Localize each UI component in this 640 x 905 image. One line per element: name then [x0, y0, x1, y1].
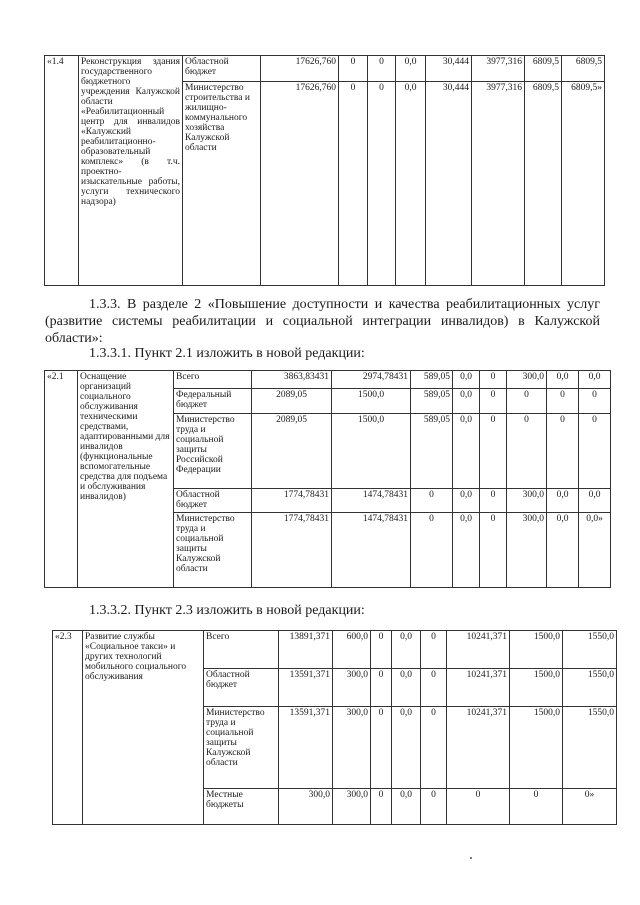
paragraph-1-3-3: 1.3.3. В разделе 2 «Повышение доступности и качества реабилитационных услуг (развитие системы реабилитации и социальной интеграции инвалидов) в Калужской области»: [45, 297, 600, 346]
value-cell: 1550,0 [563, 631, 617, 669]
value-cell: 1774,78431 [252, 489, 332, 513]
funding-source: Всего [174, 371, 252, 389]
value-cell: 13591,371 [279, 707, 333, 789]
value-cell: 300,0 [507, 371, 547, 389]
value-cell: 589,05 [411, 389, 453, 414]
value-cell: 300,0 [333, 707, 371, 789]
value-cell: 3863,83431 [252, 371, 332, 389]
item-name: Оснащение организаций социального обслуживания техническими средствами, адаптированными для инвалидов (функциональные вспомогательные средства для подъема и обслуживания инвалидов) [78, 371, 174, 588]
value-cell: 300,0 [507, 513, 547, 588]
value-cell: 6809,5» [562, 82, 605, 286]
funding-source: Министерство труда и социальной защиты Калужской области [174, 513, 252, 588]
value-cell: 1500,0 [510, 669, 563, 707]
funding-source: Министерство труда и социальной защиты Калужской области [204, 707, 279, 789]
value-cell: 0,0 [547, 489, 579, 513]
table-row [53, 631, 617, 669]
value-cell: 2089,05 [252, 414, 332, 489]
item-name: Развитие службы «Социальное такси» и других технологий мобильного социального обслуживания [83, 631, 204, 825]
value-cell: 300,0 [507, 489, 547, 513]
value-cell: 0 [547, 389, 579, 414]
value-cell: 300,0 [333, 789, 371, 825]
value-cell: 6809,5 [525, 82, 562, 286]
value-cell: 1500,0 [332, 414, 411, 489]
value-cell: 6809,5 [525, 56, 562, 82]
value-cell: 2974,78431 [332, 371, 411, 389]
value-cell: 0 [507, 414, 547, 489]
value-cell: 0,0 [453, 371, 480, 389]
value-cell: 0 [421, 669, 447, 707]
value-cell: 17626,760 [261, 56, 339, 82]
paragraph-1-3-3-1: 1.3.3.1. Пункт 2.1 изложить в новой редакции: [89, 346, 365, 361]
value-cell: 0 [480, 414, 507, 489]
value-cell: 0 [368, 82, 396, 286]
funding-source: Областной бюджет [204, 669, 279, 707]
value-cell: 0,0 [396, 82, 426, 286]
value-cell: 1474,78431 [332, 513, 411, 588]
value-cell: 3977,316 [472, 82, 525, 286]
value-cell: 3977,316 [472, 56, 525, 82]
item-number: «2.1 [45, 371, 78, 588]
value-cell: 589,05 [411, 371, 453, 389]
value-cell: 0 [411, 513, 453, 588]
value-cell: 0 [371, 789, 392, 825]
value-cell: 2089,05 [252, 389, 332, 414]
value-cell: 0 [371, 631, 392, 669]
value-cell: 0,0 [392, 789, 421, 825]
value-cell: 0,0 [396, 56, 426, 82]
value-cell: 30,444 [426, 56, 472, 82]
value-cell: 0 [510, 789, 563, 825]
value-cell: 0 [421, 789, 447, 825]
funding-source: Министерство труда и социальной защиты Российской Федерации [174, 414, 252, 489]
value-cell: 13891,371 [279, 631, 333, 669]
value-cell: 0,0» [579, 513, 611, 588]
table-item-1-4 [44, 55, 605, 286]
value-cell: 10241,371 [447, 707, 510, 789]
table-row [45, 371, 611, 389]
funding-source: Областной бюджет [183, 56, 261, 82]
funding-source: Министерство строительства и жилищно-коммунального хозяйства Калужской области [183, 82, 261, 286]
value-cell: 0,0 [392, 669, 421, 707]
item-number: «1.4 [45, 56, 79, 286]
value-cell: 0 [411, 489, 453, 513]
value-cell: 0 [447, 789, 510, 825]
value-cell: 0 [371, 669, 392, 707]
value-cell: 1774,78431 [252, 513, 332, 588]
table-row [45, 56, 605, 82]
value-cell: 17626,760 [261, 82, 339, 286]
value-cell: 0» [563, 789, 617, 825]
value-cell: 0,0 [392, 707, 421, 789]
value-cell: 0,0 [547, 513, 579, 588]
value-cell: 0 [579, 389, 611, 414]
funding-source: Всего [204, 631, 279, 669]
value-cell: 0,0 [547, 371, 579, 389]
value-cell: 0 [371, 707, 392, 789]
value-cell: 1500,0 [510, 707, 563, 789]
funding-source: Областной бюджет [174, 489, 252, 513]
value-cell: 1500,0 [510, 631, 563, 669]
value-cell: 10241,371 [447, 631, 510, 669]
item-name: Реконструкция здания государственного бюджетного учреждения Калужской области «Реабилитационный центр для инвалидов «Калужский реабилитационно-образовательный комплекс» (в т.ч. проектно-изыскательные работы, услуги технического надзора) [79, 56, 183, 286]
value-cell: 0 [480, 513, 507, 588]
funding-source: Местные бюджеты [204, 789, 279, 825]
value-cell: 0,0 [453, 389, 480, 414]
value-cell: 1474,78431 [332, 489, 411, 513]
value-cell: 0 [339, 82, 368, 286]
value-cell: 1500,0 [332, 389, 411, 414]
value-cell: 0 [421, 707, 447, 789]
value-cell: 589,05 [411, 414, 453, 489]
value-cell: 0 [480, 371, 507, 389]
value-cell: 6809,5 [562, 56, 605, 82]
value-cell: 0 [480, 489, 507, 513]
value-cell: 10241,371 [447, 669, 510, 707]
value-cell: 0,0 [453, 513, 480, 588]
value-cell: 0 [480, 389, 507, 414]
value-cell: 0 [421, 631, 447, 669]
value-cell: 0 [579, 414, 611, 489]
value-cell: 0,0 [453, 489, 480, 513]
paragraph-1-3-3-2: 1.3.3.2. Пункт 2.3 изложить в новой редакции: [89, 603, 365, 618]
value-cell: 0 [507, 389, 547, 414]
value-cell: 300,0 [333, 669, 371, 707]
value-cell: 1550,0 [563, 669, 617, 707]
value-cell: 0,0 [392, 631, 421, 669]
scan-speck [470, 857, 472, 859]
value-cell: 0,0 [579, 489, 611, 513]
value-cell: 300,0 [279, 789, 333, 825]
item-number: «2.3 [53, 631, 83, 825]
value-cell: 0 [339, 56, 368, 82]
value-cell: 0 [547, 414, 579, 489]
table-item-2-1 [44, 370, 611, 588]
funding-source: Федеральный бюджет [174, 389, 252, 414]
table-item-2-3 [52, 630, 617, 825]
value-cell: 0 [368, 56, 396, 82]
value-cell: 600,0 [333, 631, 371, 669]
value-cell: 30,444 [426, 82, 472, 286]
value-cell: 0,0 [453, 414, 480, 489]
value-cell: 0,0 [579, 371, 611, 389]
value-cell: 13591,371 [279, 669, 333, 707]
value-cell: 1550,0 [563, 707, 617, 789]
